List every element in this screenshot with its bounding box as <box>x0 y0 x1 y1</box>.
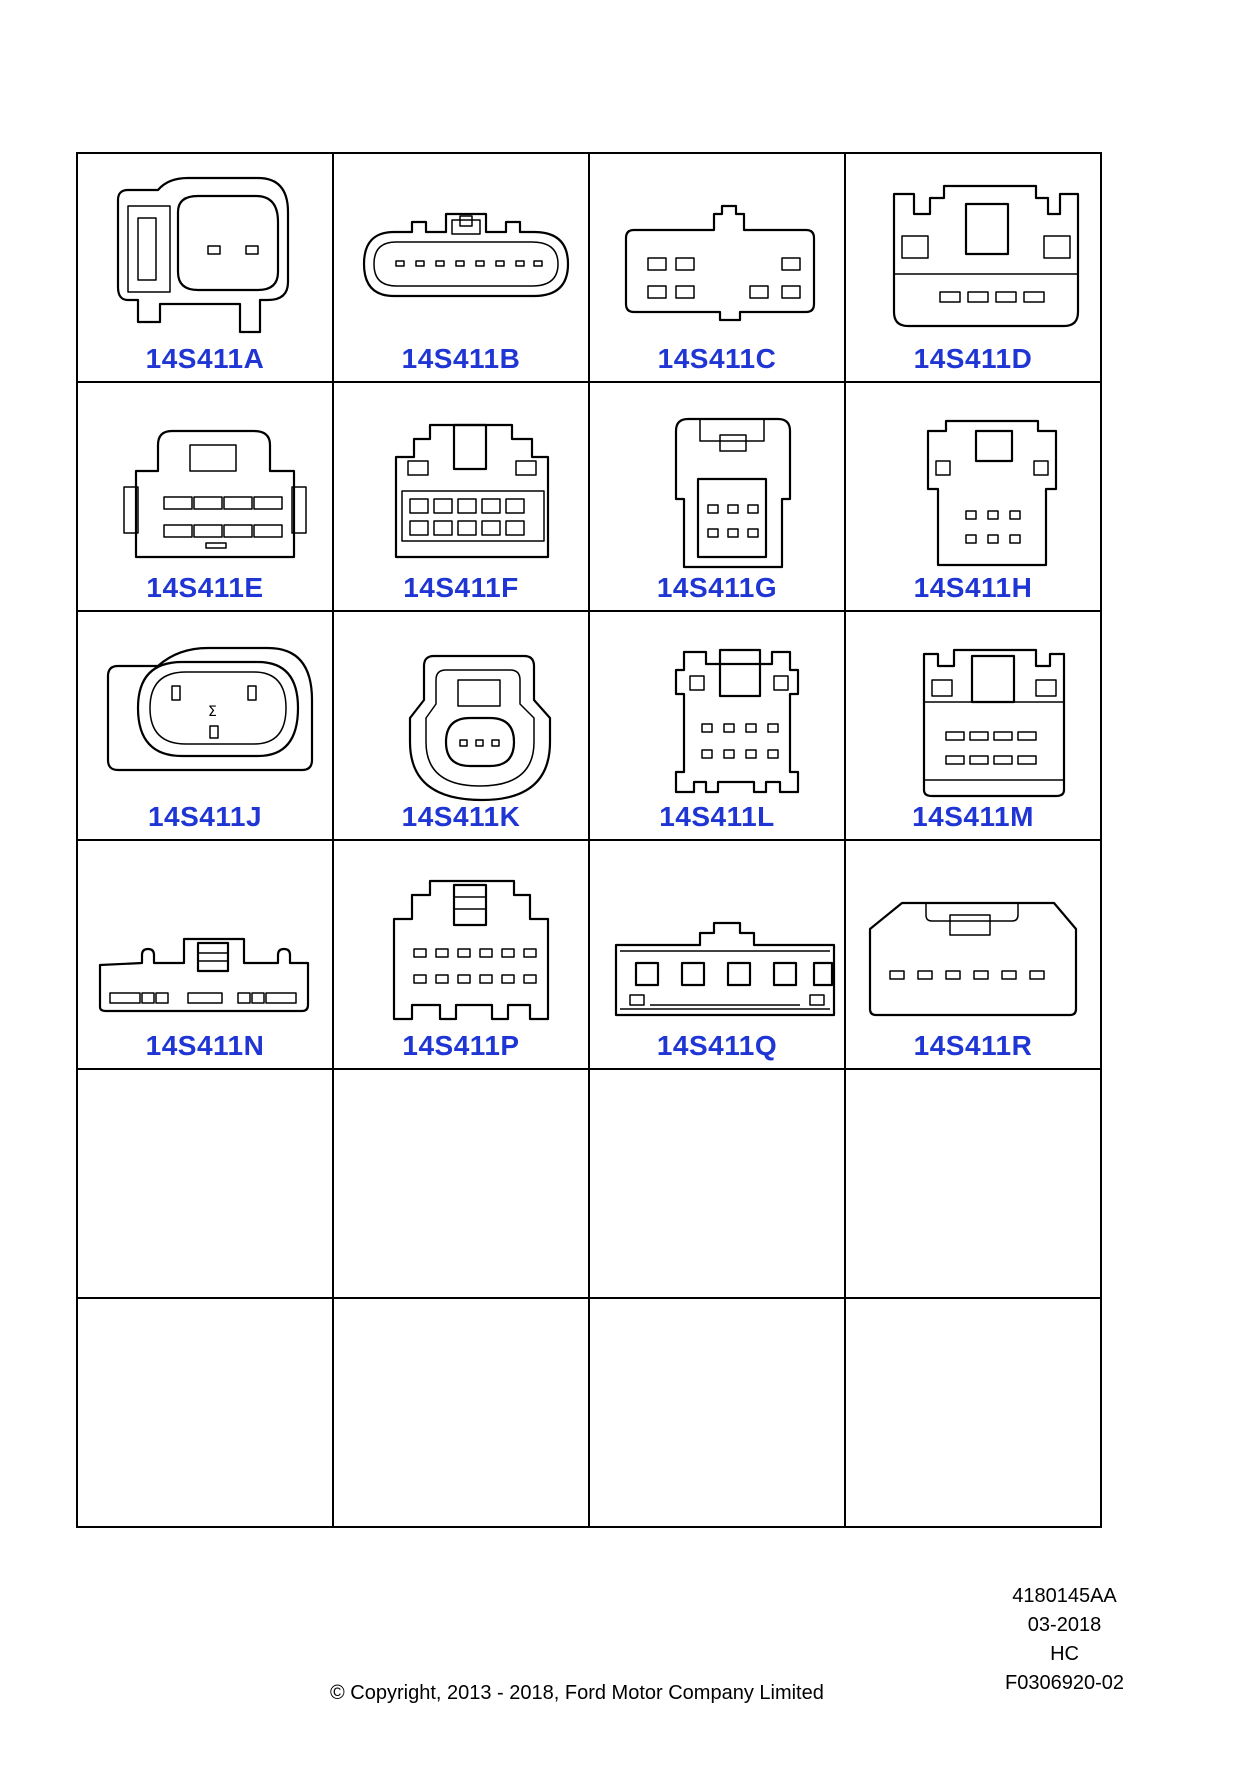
connector-a-drawing <box>98 172 312 322</box>
empty-cell <box>78 1070 334 1299</box>
connector-cell-e <box>78 383 334 612</box>
connector-cell-b <box>334 154 590 383</box>
drawing-code: HC <box>1050 1643 1079 1665</box>
connector-label-r: 14S411R <box>913 1030 1033 1061</box>
connector-label-c: 14S411C <box>657 343 777 374</box>
part-number: 4180145AA <box>1012 1585 1117 1607</box>
connector-b-drawing <box>354 172 568 322</box>
connector-q-drawing <box>610 859 824 1009</box>
connector-p-drawing <box>354 859 568 1009</box>
connector-n-drawing <box>98 859 312 1009</box>
connector-label-k: 14S411K <box>401 801 521 832</box>
connector-label-j: 14S411J <box>147 801 263 832</box>
empty-cell <box>78 1299 334 1528</box>
connector-cell-a <box>78 154 334 383</box>
connector-label-b: 14S411B <box>401 343 521 374</box>
connector-cell-l <box>590 612 846 841</box>
connector-cell-d <box>846 154 1102 383</box>
connector-m-drawing <box>866 630 1080 780</box>
connector-f-drawing <box>354 401 568 551</box>
connector-label-e: 14S411E <box>146 572 264 603</box>
drawing-meta <box>1005 1582 1124 1698</box>
connector-label-h: 14S411H <box>913 572 1033 603</box>
connector-cell-f <box>334 383 590 612</box>
connector-label-n: 14S411N <box>145 1030 265 1061</box>
connector-k-drawing <box>354 630 568 780</box>
connector-l-drawing <box>610 630 824 780</box>
connector-cell-g <box>590 383 846 612</box>
revision-date: 03-2018 <box>1027 1614 1102 1636</box>
connector-label-a: 14S411A <box>145 343 265 374</box>
empty-cell <box>334 1070 590 1299</box>
connector-d-drawing <box>866 172 1080 322</box>
empty-cell <box>334 1299 590 1528</box>
connector-g-drawing <box>610 401 824 551</box>
connector-e-drawing <box>98 401 312 551</box>
connector-label-p: 14S411P <box>402 1030 520 1061</box>
connector-h-drawing <box>866 401 1080 551</box>
empty-cell <box>590 1299 846 1528</box>
connector-c-drawing <box>610 172 824 322</box>
connector-cell-c <box>590 154 846 383</box>
connector-cell-j <box>78 612 334 841</box>
connector-label-l: 14S411L <box>659 801 775 832</box>
connector-cell-p <box>334 841 590 1070</box>
connector-cell-n <box>78 841 334 1070</box>
figure-id: F0306920-02 <box>1005 1672 1124 1694</box>
connector-cell-r <box>846 841 1102 1070</box>
empty-cell <box>846 1299 1102 1528</box>
connector-label-m: 14S411M <box>912 801 1034 832</box>
connector-label-f: 14S411F <box>403 572 519 603</box>
svg-text:Σ: Σ <box>208 704 217 720</box>
connector-cell-m <box>846 612 1102 841</box>
connector-r-drawing <box>866 859 1080 1009</box>
connector-label-g: 14S411G <box>656 572 778 603</box>
empty-cell <box>846 1070 1102 1299</box>
copyright-notice: © Copyright, 2013 - 2018, Ford Motor Company Limited <box>330 1682 824 1704</box>
empty-cell <box>590 1070 846 1299</box>
connector-cell-k <box>334 612 590 841</box>
connector-grid <box>76 152 1102 1528</box>
connector-label-d: 14S411D <box>913 343 1033 374</box>
connector-cell-q <box>590 841 846 1070</box>
connector-cell-h <box>846 383 1102 612</box>
connector-label-q: 14S411Q <box>656 1030 778 1061</box>
connector-j-drawing <box>98 630 312 780</box>
